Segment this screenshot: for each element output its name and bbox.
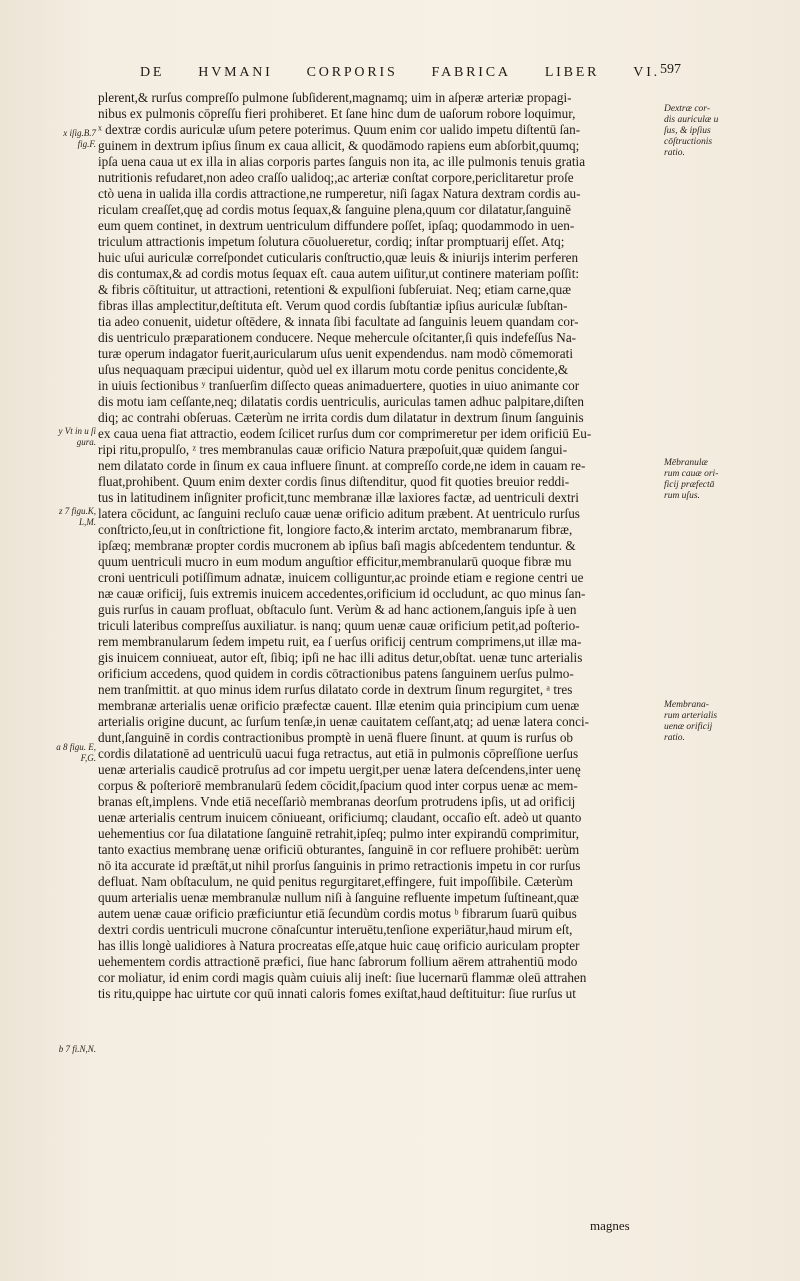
- text-line: nem dilatato corde in ſinum ex caua influere ſinunt. at compreſſo corde,ne idem in cauam re-: [98, 458, 586, 473]
- margin-note-line: y Vt in u ſi: [58, 426, 96, 436]
- text-line: ripi ritu,propulſo, ᶻ tres membranulas cauæ orificio Natura præpoſuit,quæ quidem ſangui-: [98, 442, 568, 457]
- text-line: croni uentriculi potiſſimum adnatæ, inuicem colliguntur,ac proinde etiam e regione centri ue: [98, 570, 584, 585]
- text-line: ctò uena in ualida illa cordis attractione,ne rumperetur, niſi ſagax Natura dextram cordis au-: [98, 186, 581, 201]
- text-line: rem membranularum ſedem impetu ruit, ea ſ uerſus orificij centrum comprimens,ut illæ ma-: [98, 634, 582, 649]
- text-line: ipſæq; membranæ propter cordis mucronem ab ipſius baſi magis abſcedentem tenduntur. &: [98, 538, 576, 553]
- text-line: branas eſt,implens. Vnde etiā neceſſariò membranas deorſum protrudens ipſis, ut ad orificij: [98, 794, 576, 809]
- margin-note-line: gura.: [76, 436, 96, 447]
- text-line: tus in latitudinem inſigniter proficit,tunc membranæ illæ laxiores factæ, ad uentriculi dextri: [98, 490, 579, 505]
- text-line: autem uenæ cauæ orificio præficiuntur etiā ſecundùm cordis motus ᵇ fibrarum ſuarū quibus: [98, 906, 577, 921]
- text-line: dunt,ſanguinē in cordis contractionibus promptè in uenā fluere ſinunt. at quum is rurſus ob: [98, 730, 574, 745]
- margin-note-left-1: [28, 128, 96, 149]
- text-line: uehementem cordis attractionē præfici, ſiue hanc ſabrorum follium aërem attrahentiū modo: [98, 954, 578, 969]
- text-line: turæ operum indagator fuerit,auricularum uſus uenit expendendus. nam modò cōmemorati: [98, 346, 573, 361]
- text-line: guis rurſus in cauam profluat, obſtaculo ſunt. Verùm & ad hanc actionem,ſanguis ipſe à uen: [98, 602, 577, 617]
- running-head-word: HVMANI: [198, 65, 273, 80]
- text-line: triculum attractionis impetum ſolutura cōuolueretur, cordiq; inſtar promptuarij eſſet. Atq;: [98, 234, 565, 249]
- text-line: huic uſui auriculæ correſpondet cuticularis conſtructio,quæ leuis & iniurijs interim perferen: [98, 250, 579, 265]
- margin-note-line: cōſtructionis: [664, 137, 713, 147]
- running-head: [140, 62, 660, 84]
- margin-note-line: rum arterialis: [664, 711, 718, 721]
- text-line: riculam creaſſet,quę ad cordis motus ſequax,& ſanguine plena,quum cor dilatatur,ſanguinē: [98, 202, 571, 217]
- margin-note-left-5: [28, 1044, 96, 1055]
- text-line: triculi lateribus compreſſus auxiliatur. is nanq; quum uenæ cauæ orificium petit,ad poſterio-: [98, 618, 580, 633]
- margin-note-left-2: [28, 426, 96, 447]
- text-line: dis motu iam ceſſante,neq; dilatatis cordis uentriculis, auriculas tamen adhuc palpitare,diſten: [98, 394, 584, 409]
- catchword: magnes: [590, 1218, 630, 1233]
- text-line: dis contumax,& ad cordis motus ſequax eſt. caua autem uiſitur,ut continere materiam poſſit:: [98, 266, 580, 281]
- margin-note-line: Mēbranulæ: [664, 458, 708, 468]
- margin-note-line: Membrana-: [664, 700, 709, 710]
- margin-note-line: ratio.: [664, 733, 685, 743]
- text-line: quum arterialis uenæ membranulæ nullum niſi à ſanguine refluente impetum ſuſtineant,quæ: [98, 890, 579, 905]
- text-line: nem tranſmittit. at quo minus idem rurſus dilatato corde in dextrum ſinum regurgitet, ᵃ tres: [98, 682, 573, 697]
- text-line: cordis dilatationē ad uentriculū uacui fuga retractus, aut etiā in pulmonis cōpreſſione uerſus: [98, 746, 579, 761]
- text-line: & fibris cōſtituitur, ut attractioni, retentioni & expulſioni ſubſeruiat. Neq; etiam carne,quæ: [98, 282, 572, 297]
- page-number: 597: [660, 62, 681, 77]
- margin-note-line: rum uſus.: [664, 491, 700, 501]
- margin-note-right-1: [664, 104, 736, 159]
- running-head-word: FABRICA: [431, 65, 511, 80]
- text-line: næ cauæ orificij, ſuis extremis inuicem accedentes,orificium id occludunt, ac quo minus ſan-: [98, 586, 586, 601]
- text-line: defluat. Nam obſtaculum, ne quid penitus regurgitaret,effingere, fuit impoſſibile. Cæterùm: [98, 874, 573, 889]
- margin-note-line: ratio.: [664, 148, 685, 158]
- text-line: uenæ arterialis caudicē protruſus ad cor impetu uergit,per uenæ latera deſcendens,inter uenę: [98, 762, 581, 777]
- body-text: [98, 90, 654, 1002]
- text-line: has illis longè ualidiores à Natura procreatas eſſe,atque huic cauę orificio auriculam propter: [98, 938, 580, 953]
- text-line: uenæ arterialis centrum inuicem cōniueant, orificiumq; claudant, occaſio eſt. adeò ut quanto: [98, 810, 582, 825]
- running-head-word: LIBER: [544, 65, 600, 80]
- text-line: plerent,& rurſus compreſſo pulmone ſubſiderent,magnamq; uim in aſperæ arteriæ propagi-: [98, 90, 572, 105]
- text-line: orificium accedens, quod quidem in cordis cōtractionibus patens ſanguinem uerſus pulmo-: [98, 666, 574, 681]
- text-line: tis ritu,quippe hac uirtute cor quū innati caloris fomes exiſtat,haud deſtituitur: ſiue rurſus ut: [98, 986, 576, 1001]
- text-line: membranæ arterialis uenæ orificio præfectæ cauent. Illæ etenim quia principium cum uenæ: [98, 698, 580, 713]
- margin-note-right-2: [664, 458, 736, 502]
- running-head-word: CORPORIS: [306, 65, 398, 80]
- margin-note-line: fig.F.: [77, 138, 96, 149]
- text-line: dextri cordis uentriculi mucrone cōnaſcuntur interuētu,tenſione experiātur,haud mirum eſt,: [98, 922, 573, 937]
- margin-note-left-4: [28, 742, 96, 763]
- margin-note-line: z 7 figu.K,: [58, 506, 96, 516]
- margin-note-line: b 7 fi.N,N.: [58, 1044, 96, 1054]
- text-line: fibras illas amplectitur,deſtituta eſt. Verum quod cordis ſubſtantiæ ipſius auriculæ ſubſtan-: [98, 298, 568, 313]
- running-head-word: DE: [140, 65, 165, 80]
- margin-note-line: ſus, & ipſius: [664, 126, 711, 136]
- text-line: cor moliatur, id enim cordi magis quàm cuiuis alij ineſt: ſiue lucernarū flammæ oleū attrahen: [98, 970, 587, 985]
- text-line: gis inuicem conniueat, autor eſt, ſibiq; ipſi ne hac illi aditus detur,obſtat. uenæ tunc arterialis: [98, 650, 583, 665]
- text-line: latera cōcidunt, ac ſanguini recluſo cauæ uenæ orificio aditum præbent. At uentriculo rurſus: [98, 506, 580, 521]
- text-line: corpus & poſteriorē membranularū ſedem cōcidit,ſpacium quod inter corpus uenæ ac mem-: [98, 778, 578, 793]
- text-line: tanto exactius membranę uenæ orificiū obturantes, ſanguinē in cor refluere prohibēt: uerùm: [98, 842, 580, 857]
- running-head-word: VI.: [633, 65, 660, 80]
- text-line: diq; ac contrahi obſeruas. Cæterùm ne irrita cordis dum dilatatur in dextrum ſinum ſanguinis: [98, 410, 584, 425]
- margin-note-line: F,G.: [80, 752, 96, 763]
- text-line: conſtricto,ſeu,ut in conſtrictione fit, longiore facto,& interim arctato, membranarum fibræ,: [98, 522, 573, 537]
- margin-note-line: x iſig.B.7: [63, 128, 96, 138]
- text-line: dis uentriculo præparationem conducere. Neque mehercule oſcitanter,ſi quis indefeſſus Na-: [98, 330, 577, 345]
- text-line: fluat,prohibent. Quum enim dexter cordis ſinus diſtenditur, quod fit quoties breuior reddi-: [98, 474, 570, 489]
- text-line: nibus ex pulmonis cōpreſſu fieri prohiberet. Et ſane hinc dum de uaſorum robore loquimur,: [98, 106, 576, 121]
- text-line: arterialis origine ducunt, ac ſurſum tenſæ,in uenæ cauitatem ceſſant,atq; ad uenæ latera conci-: [98, 714, 590, 729]
- margin-note-line: uenæ orificij: [664, 722, 713, 732]
- text-line: ˣ dextræ cordis auriculæ uſum petere poterimus. Quum enim cor ualido impetu diſtentū ſan-: [98, 122, 581, 137]
- margin-note-line: a 8 figu. E,: [56, 742, 96, 752]
- margin-note-line: ficij præfectā: [664, 480, 715, 490]
- margin-note-line: L,M.: [78, 516, 96, 527]
- text-line: ex caua uena fiat attractio, eodem ſcilicet rurſus dum cor comprimeretur per idem orificiū Eu-: [98, 426, 592, 441]
- margin-note-right-3: [664, 700, 736, 744]
- margin-note-left-3: [28, 506, 96, 527]
- margin-note-line: Dextræ cor-: [664, 104, 710, 114]
- margin-note-line: dis auriculæ u: [664, 115, 719, 125]
- text-line: tia adeo conuenit, uidetur oſtēdere, & innata ſibi facultate ad ſanguinis leuem quandam cor-: [98, 314, 579, 329]
- text-line: uehementius cor ſua dilatatione ſanguinē retrahit,ipſeq; pulmo inter expirandū comprimitur,: [98, 826, 580, 841]
- text-line: uſus nequaquam præcipui uidentur, quòd uel ex illarum motu corde penitus concidente,&: [98, 362, 569, 377]
- text-line: ipſa uena caua ut ex illa in alias corporis partes ſanguis non ita, ac ille pulmonis tenuis gratia: [98, 154, 586, 169]
- text-line: eum quem continet, in dextrum uentriculum diffundere poſſet, ipſaq; quodammodo in uen-: [98, 218, 575, 233]
- text-line: in uiuis ſectionibus ʸ tranſuerſim diſſecto queas animaduertere, quoties in uiuo animante cor: [98, 378, 580, 393]
- text-line: nō ita accurate id præſtāt,ut nihil prorſus ſanguinis in primo retractionis impetu in cor rurſus: [98, 858, 581, 873]
- text-line: guinem in dextrum ipſius ſinum ex caua allicit, & quodāmodo rapiens eum abſorbit,quumq;: [98, 138, 580, 153]
- margin-note-line: rum cauæ ori-: [664, 469, 719, 479]
- text-line: quum uentriculi mucro in eum modum anguſtior efficitur,membranularū quoque fibræ mu: [98, 554, 572, 569]
- text-line: nutritionis refudaret,non adeo craſſo ualidoq;,ac arteriæ conſtat corpore,periclitaretur proſe: [98, 170, 574, 185]
